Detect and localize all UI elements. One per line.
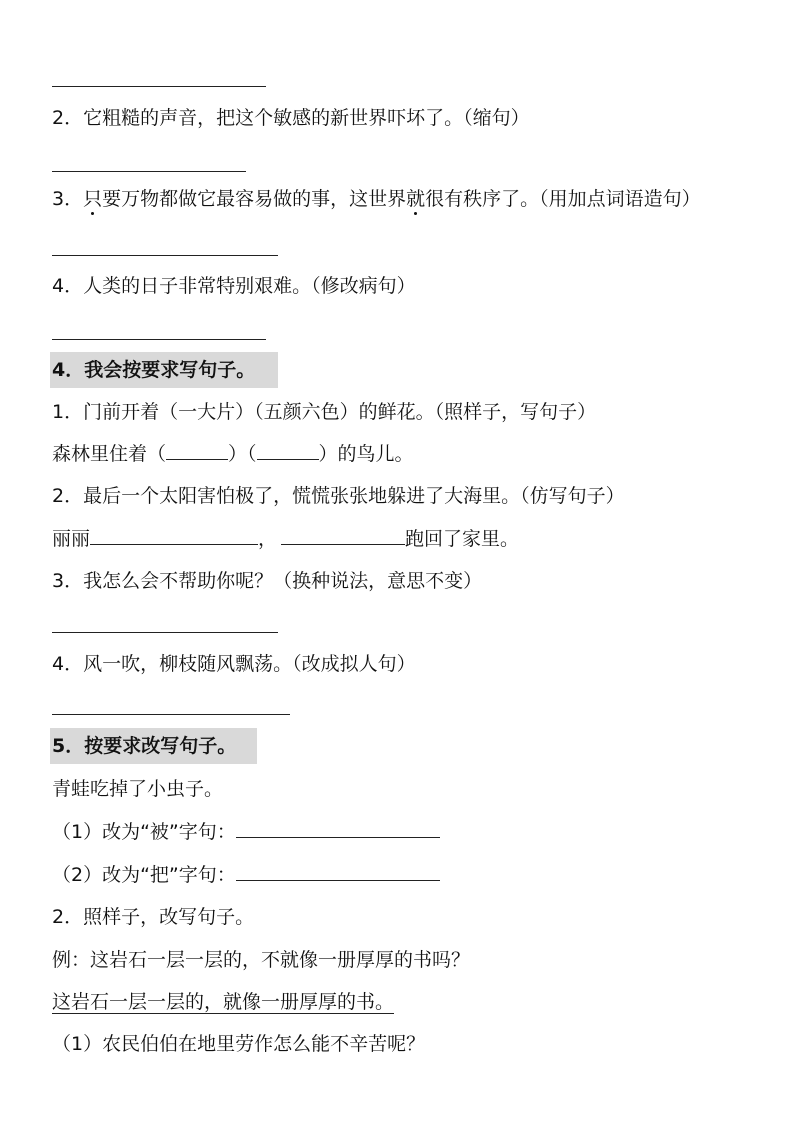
question-4-4: 4．风一吹，柳枝随风飘荡。（改成拟人句） <box>52 653 416 675</box>
dotted-char-zhi: 只 <box>83 188 103 210</box>
sub2-text: （2）改为“把”字句： <box>52 864 236 886</box>
answer-line-4[interactable] <box>52 339 266 340</box>
answer-line-1[interactable] <box>52 86 266 87</box>
sub-question-2 <box>52 861 440 889</box>
dotted-char-jiu: 就 <box>406 188 426 210</box>
blank-4-2-a[interactable] <box>90 526 258 545</box>
q4-1-text-a: 森林里住着（ <box>52 443 167 465</box>
blank-4-1-a[interactable] <box>166 441 228 460</box>
example-answer <box>52 988 394 1016</box>
answer-line-6[interactable] <box>52 714 290 715</box>
blank-5-1[interactable] <box>236 819 440 838</box>
q4-1-text-b: ）（ <box>228 443 257 465</box>
section-5-header: 5．按要求改写句子。 <box>50 728 257 764</box>
section-4-header: 4．我会按要求写句子。 <box>50 352 278 388</box>
question-4-2: 2．最后一个太阳害怕极了，慌慌张张地躲进了大海里。（仿写句子） <box>52 485 625 507</box>
blank-4-2-b[interactable] <box>281 526 405 545</box>
q3-text-a: 3． <box>52 188 84 210</box>
q4-2-text-b: ， <box>258 528 278 550</box>
sub-question-3: （1）农民伯伯在地里劳作怎么能不辛苦呢？ <box>52 1033 426 1055</box>
blank-4-1-b[interactable] <box>257 441 319 460</box>
question-3-3 <box>52 185 701 213</box>
answer-4-2 <box>52 525 519 553</box>
example-sentence: 例：这岩石一层一层的，不就像一册厚厚的书吗？ <box>52 949 471 971</box>
q3-text-b: 要万物都做它最容易做的事，这世界 <box>102 188 407 210</box>
question-4-3: 3．我怎么会不帮助你呢？（换种说法，意思不变） <box>52 570 483 592</box>
answer-line-2[interactable] <box>52 171 246 172</box>
question-5-2: 2．照样子，改写句子。 <box>52 906 255 928</box>
q3-text-c: 很有秩序了。（用加点词语造句） <box>425 188 701 210</box>
answer-line-5[interactable] <box>52 632 278 633</box>
question-3-4: 4．人类的日子非常特别艰难。（修改病句） <box>52 275 416 297</box>
answer-4-1 <box>52 440 414 468</box>
question-3-2: 2．它粗糙的声音，把这个敏感的新世界吓坏了。（缩句） <box>52 107 530 129</box>
question-4-1: 1．门前开着（一大片）（五颜六色）的鲜花。（照样子，写句子） <box>52 401 597 423</box>
example-answer-text: 这岩石一层一层的，就像一册厚厚的书。 <box>52 991 395 1013</box>
base-sentence: 青蛙吃掉了小虫子。 <box>52 778 224 800</box>
blank-5-2[interactable] <box>236 862 440 881</box>
answer-line-3[interactable] <box>52 255 278 256</box>
q4-2-text-a: 丽丽 <box>52 528 91 550</box>
q4-1-text-c: ）的鸟儿。 <box>318 443 414 465</box>
sub-question-1 <box>52 818 440 846</box>
sub1-text: （1）改为“被”字句： <box>52 821 236 843</box>
q4-2-text-c: 跑回了家里。 <box>405 528 520 550</box>
